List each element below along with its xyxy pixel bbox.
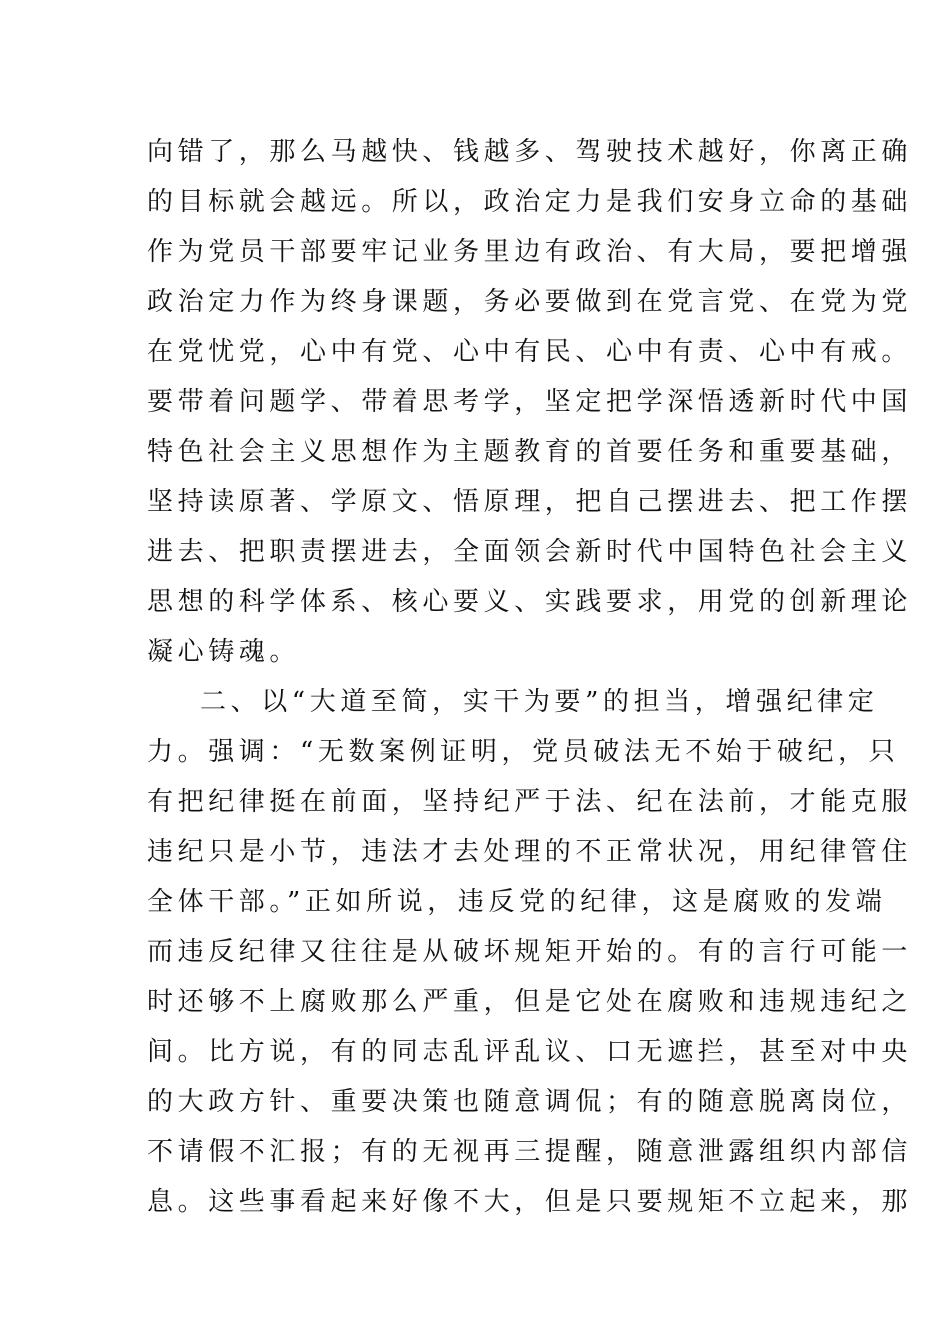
- text-line: 进去、把职责摆进去，全面领会新时代中国特色社会主义: [147, 537, 913, 567]
- text-line: 要带着问题学、带着思考学，坚定把学深悟透新时代中国: [147, 387, 913, 417]
- text-line: 间。比方说，有的同志乱评乱议、口无遮拦，甚至对中央: [147, 1037, 913, 1067]
- text-line: 向错了，那么马越快、钱越多、驾驶技术越好，你离正确: [147, 137, 913, 167]
- text-line: 政治定力作为终身课题，务必要做到在党言党、在党为党: [147, 287, 913, 317]
- text-line: 坚持读原著、学原文、悟原理，把自己摆进去、把工作摆: [147, 487, 913, 517]
- text-line: 全体干部。”正如所说，违反党的纪律，这是腐败的发端: [147, 887, 887, 917]
- text-line: 时还够不上腐败那么严重，但是它处在腐败和违规违纪之: [147, 987, 913, 1017]
- text-line: 息。这些事看起来好像不大，但是只要规矩不立起来，那: [147, 1187, 913, 1217]
- text-line: 思想的科学体系、核心要义、实践要求，用党的创新理论: [147, 587, 913, 617]
- text-line: 有把纪律挺在前面，坚持纪严于法、纪在法前，才能克服: [147, 787, 913, 817]
- text-line: 的目标就会越远。所以，政治定力是我们安身立命的基础: [147, 187, 913, 217]
- section-heading-line: 二、以“大道至简，实干为要”的担当，增强纪律定: [200, 687, 879, 717]
- text-line: 不请假不汇报；有的无视再三提醒，随意泄露组织内部信: [147, 1137, 913, 1167]
- text-line: 而违反纪律又往往是从破坏规矩开始的。有的言行可能一: [147, 937, 913, 967]
- text-line: 违纪只是小节，违法才去处理的不正常状况，用纪律管住: [147, 837, 913, 867]
- text-line: 力。强调：“无数案例证明，党员破法无不始于破纪，只: [147, 737, 900, 767]
- text-line: 凝心铸魂。: [147, 637, 301, 667]
- text-line: 的大政方针、重要决策也随意调侃；有的随意脱离岗位，: [147, 1087, 913, 1117]
- text-line: 作为党员干部要牢记业务里边有政治、有大局，要把增强: [147, 237, 913, 267]
- text-line: 在党忧党，心中有党、心中有民、心中有责、心中有戒。: [147, 337, 913, 367]
- text-line: 特色社会主义思想作为主题教育的首要任务和重要基础，: [147, 437, 913, 467]
- body-text: [147, 127, 913, 1227]
